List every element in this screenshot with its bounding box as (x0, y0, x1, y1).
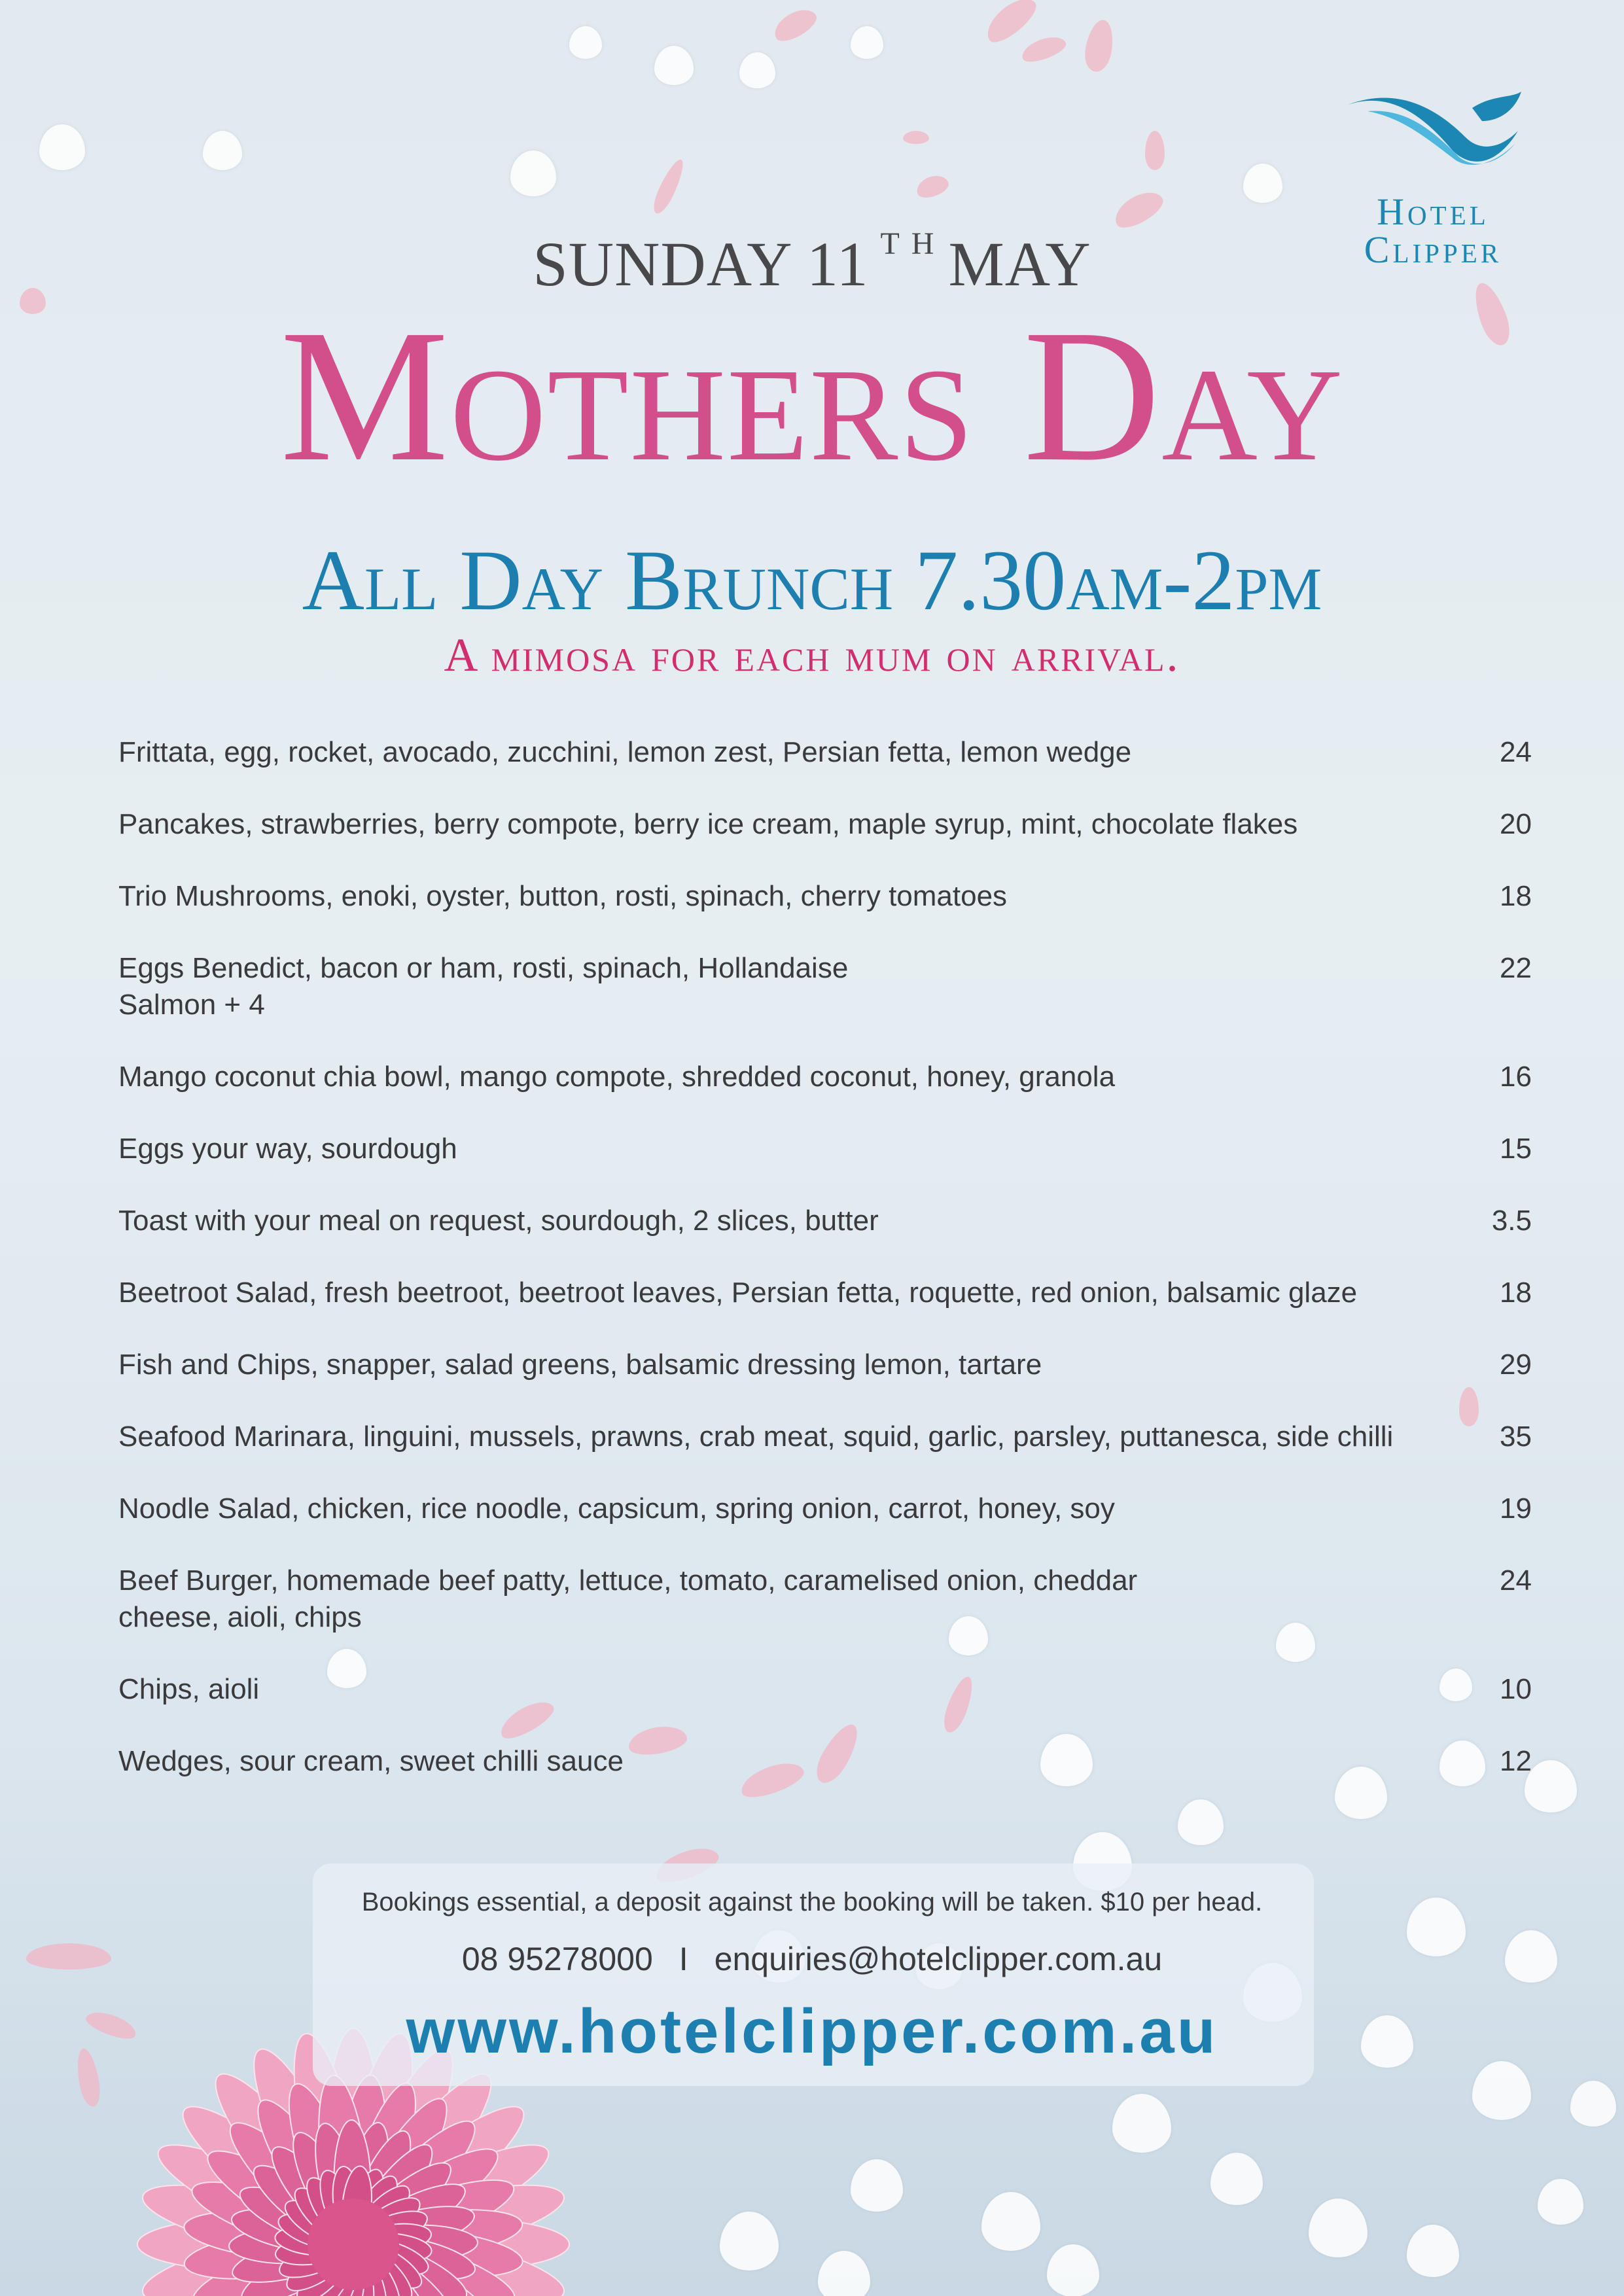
pink-petal-icon (1019, 32, 1068, 66)
white-blossom-icon (1112, 2094, 1171, 2153)
logo-text-line2: Clipper (1364, 228, 1502, 271)
date-suffix: TH (880, 226, 946, 261)
white-blossom-icon (1538, 2179, 1583, 2225)
white-blossom-icon (1570, 2081, 1616, 2127)
menu-item-description: Seafood Marinara, linguini, mussels, prawns, crab meat, squid, garlic, parsley, puttanesca, side chilli (118, 1421, 1394, 1453)
white-blossom-icon (1472, 2061, 1531, 2120)
date-day: SUNDAY 11 (533, 229, 869, 299)
contact-separator: I (679, 1941, 688, 1977)
menu-item-description: Wedges, sour cream, sweet chilli sauce (118, 1745, 624, 1777)
white-blossom-icon (851, 2159, 903, 2212)
contact-line (0, 1940, 1624, 1978)
menu-item-description: Pancakes, strawberries, berry compote, berry ice cream, maple syrup, mint, chocolate flakes (118, 808, 1298, 840)
menu-item-price: 35 (1500, 1421, 1532, 1453)
menu-item-description: Beef Burger, homemade beef patty, lettuce, tomato, caramelised onion, cheddar (118, 1564, 1138, 1597)
bookings-note: Bookings essential, a deposit against the booking will be taken. $10 per head. (361, 1888, 1263, 1916)
website-link[interactable]: www.hotelclipper.com.au (406, 1996, 1218, 2066)
menu-item-price: 29 (1500, 1349, 1532, 1381)
phone-number[interactable]: 08 95278000 (461, 1941, 653, 1977)
menu-item (118, 1491, 1532, 1527)
pink-petal-icon (1082, 18, 1116, 74)
menu-item-description: Noodle Salad, chicken, rice noodle, capsicum, spring onion, carrot, honey, soy (118, 1492, 1115, 1525)
menu-item-price: 16 (1500, 1061, 1532, 1093)
menu-item-description: Fish and Chips, snapper, salad greens, balsamic dressing lemon, tartare (118, 1349, 1042, 1381)
white-blossom-icon (1309, 2199, 1368, 2257)
white-blossom-icon (720, 2212, 779, 2270)
white-blossom-icon (1407, 2225, 1459, 2277)
logo-text-line1: Hotel (1377, 190, 1489, 233)
menu-item-price: 18 (1500, 1277, 1532, 1309)
event-subtitle: All Day Brunch 7.30am-2pm (302, 532, 1322, 628)
pink-petal-icon (980, 0, 1042, 48)
menu-item (118, 1671, 1532, 1708)
menu-item-description: Eggs Benedict, bacon or ham, rosti, spinach, Hollandaise (118, 952, 849, 984)
white-blossom-icon (739, 52, 775, 88)
event-date (0, 226, 1624, 300)
menu-item-description: Beetroot Salad, fresh beetroot, beetroot leaves, Persian fetta, roquette, red onion, balsamic glaze (118, 1277, 1358, 1309)
wave-logo-icon (1341, 85, 1525, 183)
pink-petal-icon (913, 171, 951, 201)
pink-petal-icon (769, 3, 821, 46)
white-blossom-icon (203, 131, 242, 170)
white-blossom-icon (39, 124, 85, 170)
pink-petal-icon (1145, 131, 1165, 170)
menu-item-price: 18 (1500, 880, 1532, 912)
white-blossom-icon (1243, 164, 1282, 203)
white-blossom-icon (654, 46, 694, 85)
menu-item-price: 19 (1500, 1492, 1532, 1525)
menu-list (118, 734, 1532, 1815)
menu-item (118, 1131, 1532, 1167)
menu-item-description: Chips, aioli (118, 1673, 260, 1705)
date-month: MAY (948, 229, 1091, 299)
menu-item-price: 24 (1500, 1564, 1532, 1597)
menu-item (118, 1059, 1532, 1095)
page-title: Mothers Day (280, 291, 1344, 501)
menu-item (118, 1743, 1532, 1780)
menu-item-price: 22 (1500, 952, 1532, 984)
pink-petal-icon (649, 156, 688, 217)
menu-item-price: 24 (1500, 736, 1532, 768)
menu-item (118, 1203, 1532, 1239)
menu-item-price: 15 (1500, 1133, 1532, 1165)
menu-item (118, 1275, 1532, 1311)
menu-item-price: 3.5 (1491, 1205, 1532, 1237)
menu-item-description: Frittata, egg, rocket, avocado, zucchini, lemon zest, Persian fetta, lemon wedge (118, 736, 1132, 768)
menu-item-extra: Salmon + 4 (118, 989, 265, 1021)
menu-item-description: Mango coconut chia bowl, mango compote, shredded coconut, honey, granola (118, 1061, 1116, 1093)
menu-item (118, 1419, 1532, 1455)
menu-item (118, 734, 1532, 771)
white-blossom-icon (1047, 2244, 1099, 2296)
white-blossom-icon (818, 2251, 870, 2296)
menu-item-price: 10 (1500, 1673, 1532, 1705)
menu-item (118, 806, 1532, 843)
menu-item (118, 1563, 1532, 1636)
pink-petal-icon (903, 131, 929, 144)
menu-item (118, 1347, 1532, 1383)
menu-item (118, 950, 1532, 1023)
event-tagline: A mimosa for each mum on arrival. (444, 629, 1180, 681)
menu-item-description: Trio Mushrooms, enoki, oyster, button, rosti, spinach, cherry tomatoes (118, 880, 1008, 912)
email-link[interactable]: enquiries@hotelclipper.com.au (714, 1941, 1163, 1977)
menu-item (118, 878, 1532, 915)
white-blossom-icon (569, 26, 602, 59)
menu-item-price: 20 (1500, 808, 1532, 840)
white-blossom-icon (1210, 2153, 1263, 2205)
menu-item-extra: cheese, aioli, chips (118, 1601, 362, 1633)
white-blossom-icon (510, 150, 556, 196)
menu-item-price: 12 (1500, 1745, 1532, 1777)
white-blossom-icon (1525, 1760, 1577, 1812)
white-blossom-icon (851, 26, 883, 59)
white-blossom-icon (981, 2192, 1040, 2251)
menu-item-description: Toast with your meal on request, sourdough, 2 slices, butter (118, 1205, 879, 1237)
menu-item-description: Eggs your way, sourdough (118, 1133, 457, 1165)
